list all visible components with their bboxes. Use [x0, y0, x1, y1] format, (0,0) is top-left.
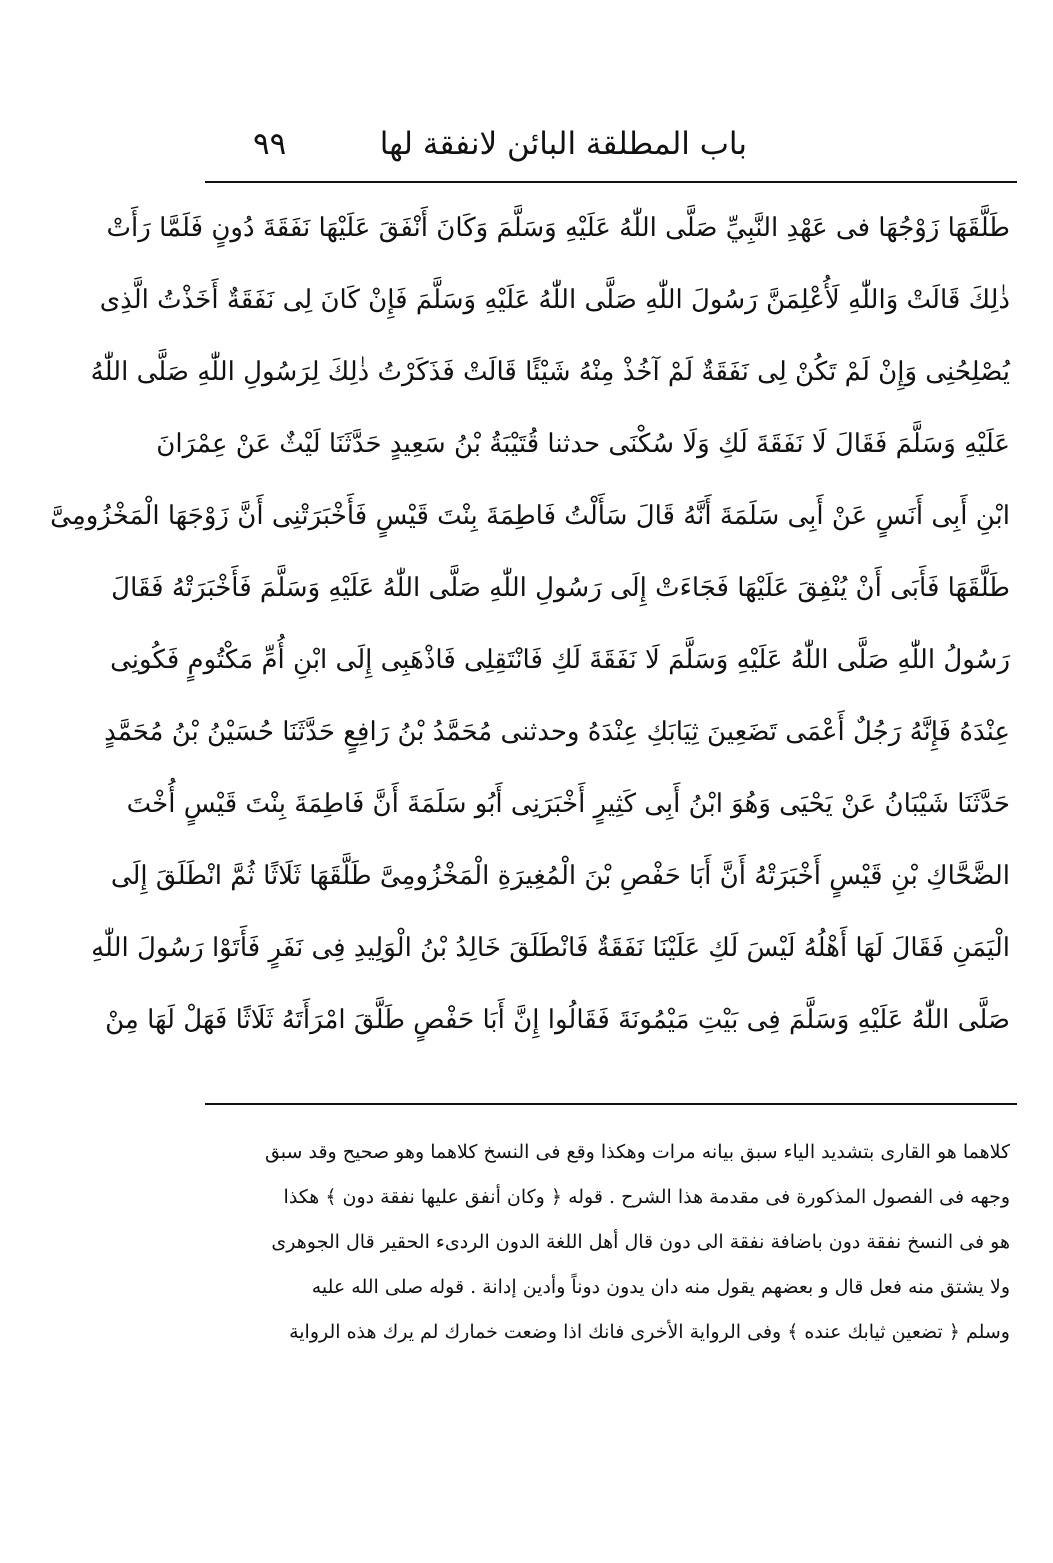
commentary-line: وجهه فى الفصول المذكورة فى مقدمة هذا الشرح . قوله ﴿ وكان أنفق عليها نفقة دون ﴾ هكذا: [283, 1186, 1010, 1208]
text-line: طَلَّقَهَا زَوْجُهَا فى عَهْدِ النَّبِيِّ صَلَّى اللّٰهُ عَلَيْهِ وَسَلَّمَ وَكَانَ أَنْفَقَ عَلَيْهَا نَفَقَةَ دُونٍ فَلَمَّا رَأَتْ: [106, 213, 1010, 243]
commentary-line: هو فى النسخ نفقة دون باضافة نفقة الى دون قال أهل اللغة الدون الردىء الحقير قال الجوهرى: [271, 1231, 1010, 1253]
commentary-text: [212, 1130, 1010, 1355]
commentary-line: وسلم ﴿ تضعين ثيابك عنده ﴾ وفى الرواية الأخرى فانك اذا وضعت خمارك لم يرك هذه الرواية: [289, 1321, 1010, 1343]
text-line: رَسُولُ اللّٰهِ صَلَّى اللّٰهُ عَلَيْهِ وَسَلَّمَ لَا نَفَقَةَ لَكِ فَانْتَقِلِى فَاذْهَبِى إِلَى ابْنِ أُمِّ مَكْتُومٍ فَكُونِى: [110, 645, 1010, 675]
commentary-line: ولا يشتق منه فعل قال و بعضهم يقول منه دان يدون دوناً وأدين إدانة . قوله صلى الله عليه: [311, 1276, 1010, 1298]
text-line: صَلَّى اللّٰهُ عَلَيْهِ وَسَلَّمَ فِى بَيْتِ مَيْمُونَةَ فَقَالُوا إِنَّ أَبَا حَفْصٍ طَلَّقَ امْرَأَتَهُ ثَلَاثًا فَهَلْ لَهَا مِنْ: [105, 1005, 1010, 1035]
hadith-text: [50, 192, 1010, 1056]
text-line: ابْنِ أَبِى أَنَسٍ عَنْ أَبِى سَلَمَةَ أَنَّهُ قَالَ سَأَلْتُ فَاطِمَةَ بِنْتَ قَيْسٍ فَأَخْبَرَتْنِى أَنَّ زَوْجَهَا الْمَخْزُومِىَّ: [50, 501, 1010, 531]
text-line: يُصْلِحُنِى وَإِنْ لَمْ تَكُنْ لِى نَفَقَةٌ لَمْ آخُذْ مِنْهُ شَيْئًا قَالَتْ فَذَكَرْتُ ذٰلِكَ لِرَسُولِ اللّٰهِ صَلَّى اللّٰهُ: [90, 357, 1010, 387]
text-line: حَدَّثَنَا شَيْبَانُ عَنْ يَحْيَى وَهُوَ ابْنُ أَبِى كَثِيرٍ أَخْبَرَنِى أَبُو سَلَمَةَ أَنَّ فَاطِمَةَ بِنْتَ قَيْسٍ أُخْتَ: [126, 789, 1010, 819]
commentary-line: كلاهما هو القارى بتشديد الياء سبق بيانه مرات وهكذا وقع فى النسخ كلاهما وهو صحيح وقد سبق: [264, 1141, 1010, 1163]
page-header: [205, 118, 1017, 180]
header-divider: [205, 181, 1017, 183]
text-line: طَلَّقَهَا فَأَبَى أَنْ يُنْفِقَ عَلَيْهَا فَجَاءَتْ إِلَى رَسُولِ اللّٰهِ صَلَّى اللّٰهُ عَلَيْهِ وَسَلَّمَ فَأَخْبَرَتْهُ فَقَالَ: [111, 573, 1010, 603]
text-line: عَلَيْهِ وَسَلَّمَ فَقَالَ لَا نَفَقَةَ لَكِ وَلَا سُكْنَى حدثنا قُتَيْبَةُ بْنُ سَعِيدٍ حَدَّثَنَا لَيْثٌ عَنْ عِمْرَانَ: [156, 429, 1010, 459]
text-line: عِنْدَهُ فَإِنَّهُ رَجُلٌ أَعْمَى تَضَعِينَ ثِيَابَكِ عِنْدَهُ وحدثنى مُحَمَّدُ بْنُ رَافِعٍ حَدَّثَنَا حُسَيْنُ بْنُ مُحَمَّدٍ: [104, 717, 1010, 747]
commentary-divider: [205, 1103, 1017, 1105]
text-line: ذٰلِكَ قَالَتْ وَاللّٰهِ لَأُعْلِمَنَّ رَسُولَ اللّٰهِ صَلَّى اللّٰهُ عَلَيْهِ وَسَلَّمَ فَإِنْ كَانَ لِى نَفَقَةٌ أَخَذْتُ الَّذِى: [99, 285, 1010, 315]
page-number: ٩٩: [253, 126, 287, 162]
text-line: الْيَمَنِ فَقَالَ لَهَا أَهْلُهُ لَيْسَ لَكِ عَلَيْنَا نَفَقَةٌ فَانْطَلَقَ خَالِدُ بْنُ الْوَلِيدِ فِى نَفَرٍ فَأَتَوْا رَسُولَ اللّٰهِ: [91, 933, 1010, 963]
text-line: الضَّحَّاكِ بْنِ قَيْسٍ أَخْبَرَتْهُ أَنَّ أَبَا حَفْصِ بْنَ الْمُغِيرَةِ الْمَخْزُومِىَّ طَلَّقَهَا ثَلَاثًا ثُمَّ انْطَلَقَ إِلَى: [110, 861, 1010, 891]
chapter-title: باب المطلقة البائن لانفقة لها: [379, 126, 747, 162]
